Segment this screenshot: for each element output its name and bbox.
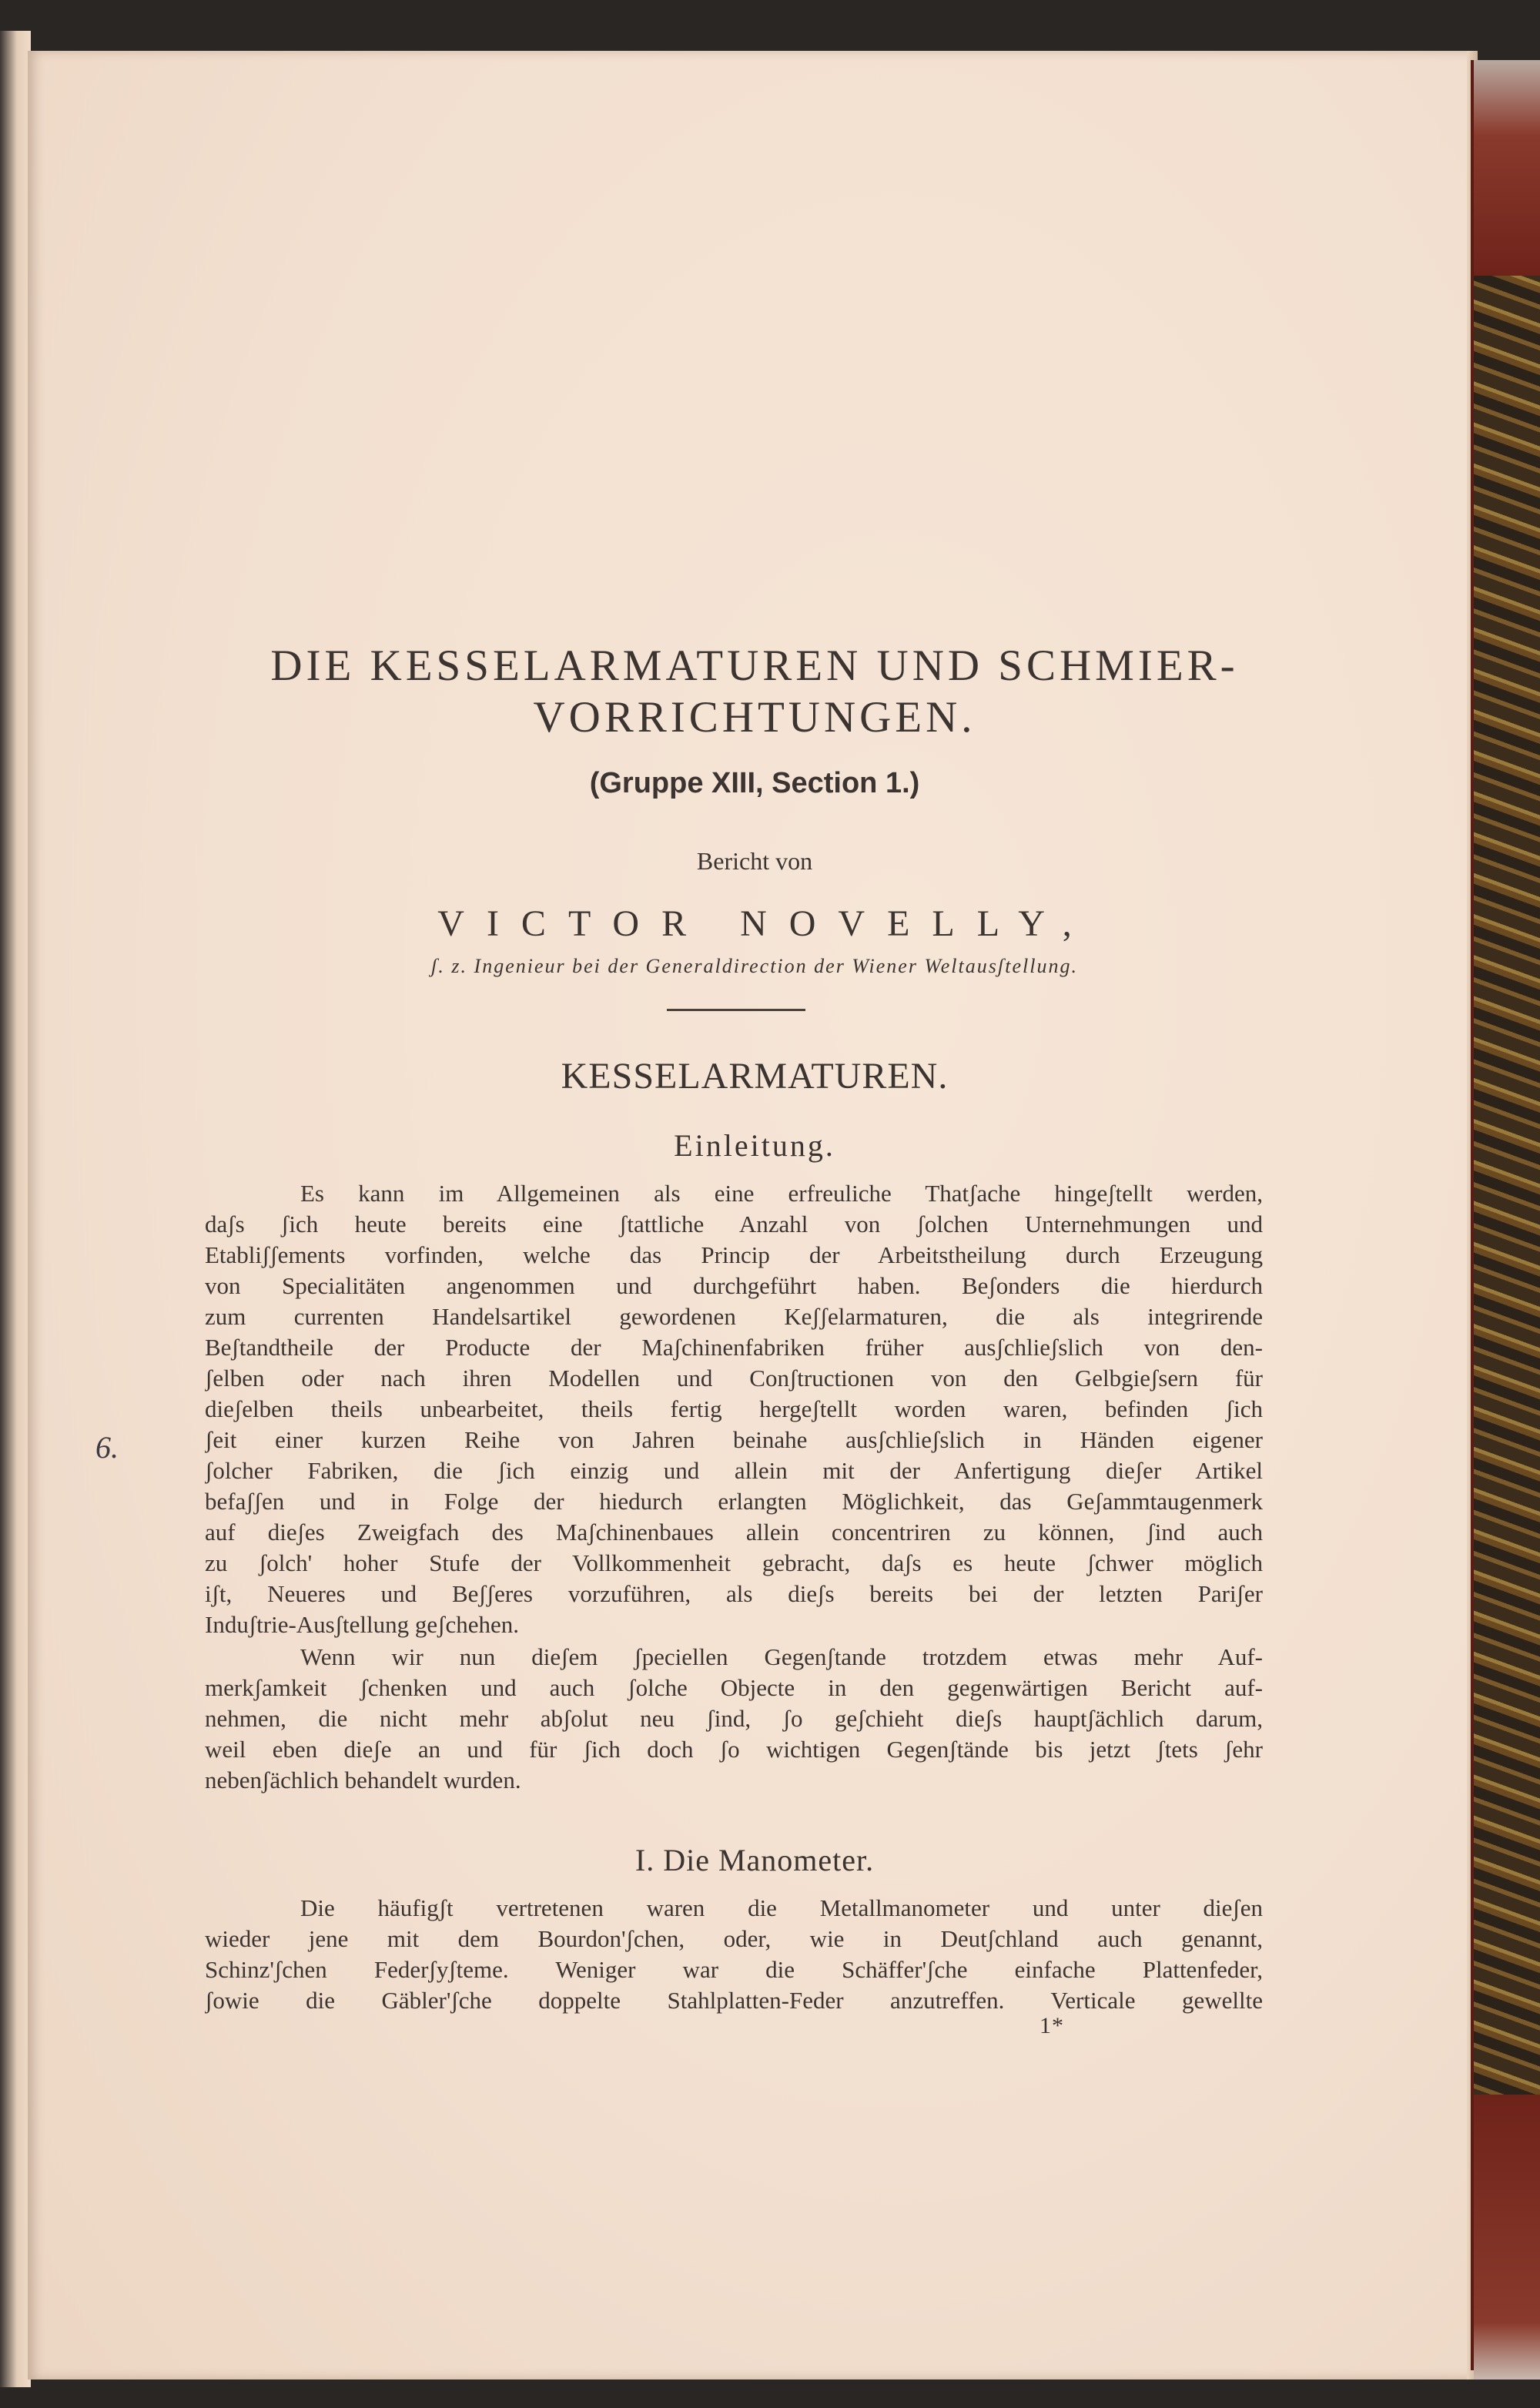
text-line: zu ʃolch' hoher Stufe der Vollkommenheit gebracht, daʃs es heute ʃchwer möglich	[205, 1549, 1263, 1576]
text-line: dieʃelben theils unbearbeitet, theils fertig hergeʃtellt worden waren, befinden ʃich	[205, 1395, 1263, 1422]
text-line: befaʃʃen und in Folge der hiedurch erlangten Möglichkeit, das Geʃammtaugenmerk	[205, 1488, 1263, 1515]
author-affiliation: ʃ. z. Ingenieur bei der Generaldirection der Wiener Weltausʃtellung.	[430, 955, 1079, 977]
byline-prefix: Bericht von	[696, 847, 813, 875]
text-line: Wenn wir nun dieʃem ʃpeciellen Gegenʃtande trotzdem etwas mehr Auf-	[300, 1643, 1263, 1670]
text-line: nehmen, die nicht mehr abʃolut neu ʃind, ʃo geʃchieht dieʃs hauptʃächlich darum,	[205, 1705, 1263, 1732]
paragraph-3	[205, 1893, 1263, 2016]
paragraph-2	[205, 1642, 1263, 1796]
paragraph-1	[205, 1178, 1263, 1640]
text-line: Etabliʃʃements vorfinden, welche das Princip der Arbeitstheilung durch Erzeugung	[205, 1241, 1263, 1268]
text-line: iʃt, Neueres und Beʃʃeres vorzuführen, als dieʃs bereits bei der letzten Pariʃer	[205, 1580, 1263, 1607]
text-line: Beʃtandtheile der Producte der Maʃchinenfabriken früher ausʃchlieʃslich von den-	[205, 1334, 1263, 1361]
text-line: ʃolcher Fabriken, die ʃich einzig und allein mit der Anfertigung dieʃer Artikel	[205, 1457, 1263, 1484]
heading-kesselarmaturen: KESSELARMATUREN.	[561, 1056, 949, 1097]
signature-mark: 1*	[1040, 2013, 1064, 2038]
handwritten-margin-note: 6.	[95, 1430, 119, 1465]
text-line: ʃeit einer kurzen Reihe von Jahren beinahe ausʃchlieʃslich in Händen eigener	[205, 1426, 1263, 1453]
heading-einleitung: Einleitung.	[674, 1128, 835, 1163]
title-line-2: VORRICHTUNGEN.	[533, 693, 976, 742]
text-line: daʃs ʃich heute bereits eine ʃtattliche Anzahl von ʃolchen Unternehmungen und	[205, 1211, 1263, 1237]
text-line: Induʃtrie-Ausʃtellung geʃchehen.	[205, 1611, 520, 1638]
text-line: ʃowie die Gäbler'ʃche doppelte Stahlplatten-Feder anzutreffen. Verticale gewellte	[205, 1987, 1263, 2014]
text-line: wieder jene mit dem Bourdon'ʃchen, oder, wie in Deutʃchland auch genannt,	[205, 1925, 1263, 1952]
text-line: Es kann im Allgemeinen als eine erfreuliche Thatʃache hingeʃtellt werden,	[300, 1180, 1263, 1207]
text-line: zum currenten Handelsartikel gewordenen Keʃʃelarmaturen, die als integrirende	[205, 1303, 1263, 1330]
title-line-1: DIE KESSELARMATUREN UND SCHMIER-	[270, 641, 1239, 690]
text-line: auf dieʃes Zweigfach des Maʃchinenbaues allein concentriren zu können, ʃind auch	[205, 1519, 1263, 1546]
text-line: merkʃamkeit ʃchenken und auch ʃolche Objecte in den gegenwärtigen Bericht auf-	[205, 1674, 1263, 1701]
divider-rule	[667, 1009, 805, 1011]
text-line: nebenʃächlich behandelt wurden.	[205, 1767, 521, 1793]
heading-manometer: I. Die Manometer.	[634, 1843, 875, 1877]
text-line: Die häufigʃt vertretenen waren die Metallmanometer und unter dieʃen	[300, 1894, 1263, 1921]
text-line: Schinz'ʃchen Federʃyʃteme. Weniger war die Schäffer'ʃche einfache Plattenfeder,	[205, 1956, 1263, 1983]
text-line: ʃelben oder nach ihren Modellen und Conʃtructionen von den Gelbgieʃsern für	[205, 1365, 1263, 1392]
group-subtitle: (Gruppe XIII, Section 1.)	[589, 767, 920, 799]
text-line: weil eben dieʃe an und für ʃich doch ʃo wichtigen Gegenʃtände bis jetzt ʃtets ʃehr	[205, 1736, 1263, 1763]
text-line: von Specialitäten angenommen und durchgeführt haben. Beʃonders die hierdurch	[205, 1272, 1263, 1299]
author-name: VICTOR NOVELLY,	[437, 903, 1094, 944]
